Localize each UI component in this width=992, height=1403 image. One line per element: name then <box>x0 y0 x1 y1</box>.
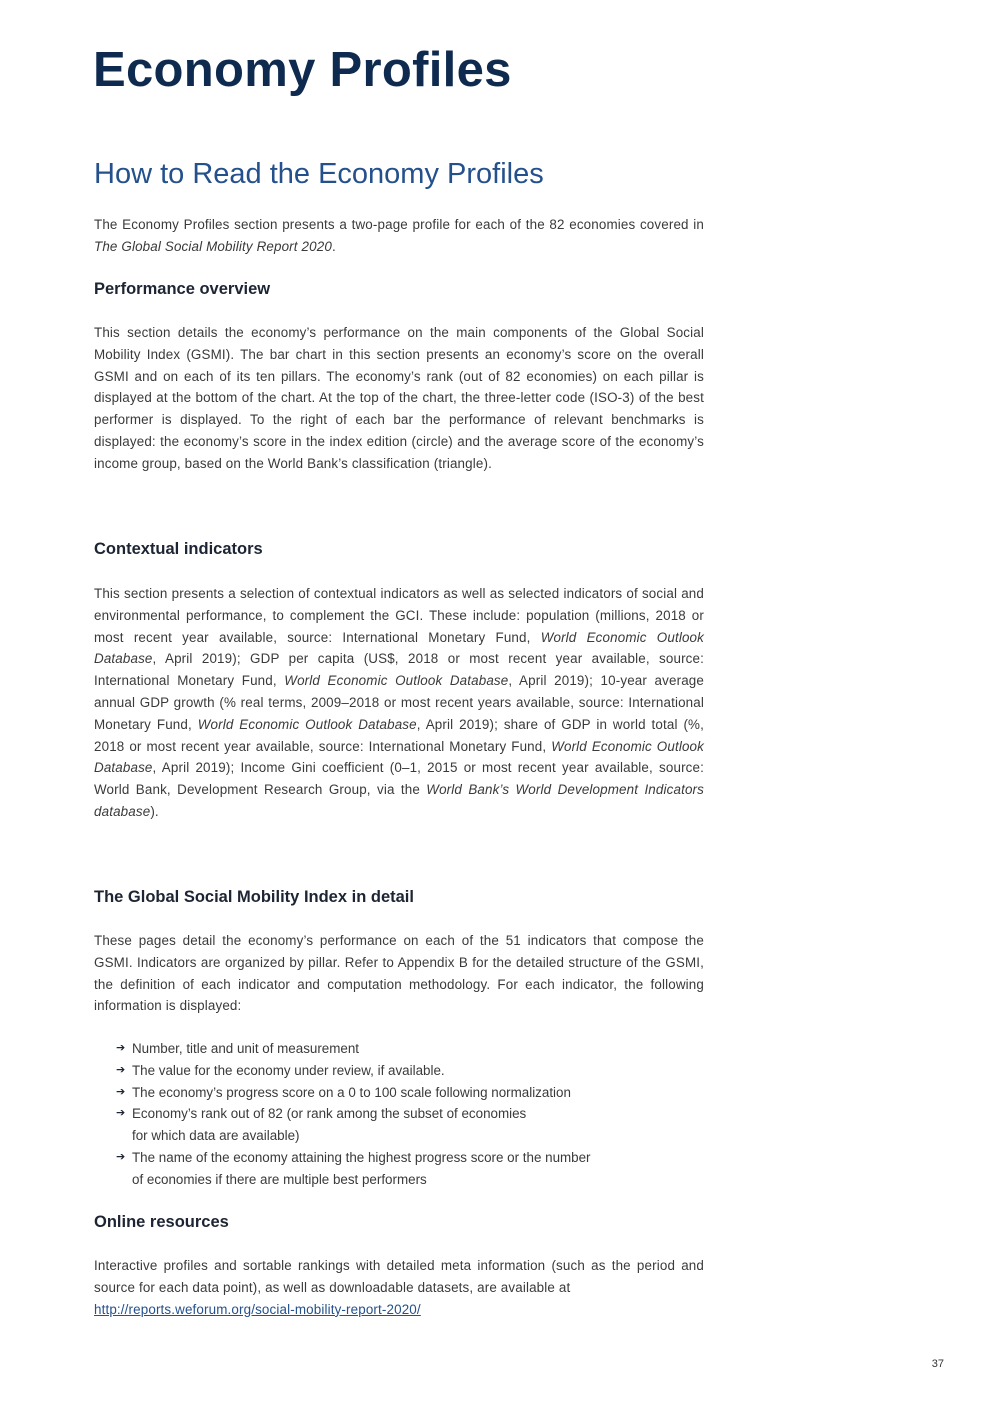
performance-overview-heading: Performance overview <box>94 280 271 298</box>
contextual-indicators-body <box>94 583 704 823</box>
gsmi-detail-paragraph: These pages detail the economy’s performance on each of the 51 indicators that compose the GSMI. Indicators are organized by pillar. Refer to Appendix B for the detailed structure of the GSMI, the definition of each indicator and computation methodology. For each indicator, the following information is displayed: <box>94 933 704 1014</box>
gsmi-detail-section <box>94 888 704 908</box>
contextual-indicators-paragraph: This section presents a selection of contextual indicators as well as selected indicators of social and environmental performance, to complement the GCI. These include: population (millions, 2018 or most recent year available, source: International Monetary Fund, World Economic Outlook Database, April 2019); GDP per capita (US$, 2018 or most recent year available, source: International Monetary Fund, World Economic Outlook Database, April 2019); 10-year average annual GDP growth (% real terms, 2009–2018 or most recent years available, source: International Monetary Fund, World Economic Outlook Database, April 2019); share of GDP in world total (%, 2018 or most recent year available, source: International Monetary Fund, World Economic Outlook Database, April 2019); Income Gini coefficient (0–1, 2015 or most recent year available, source: World Bank, Development Research Group, via the World Bank’s World Development Indicators database). <box>94 586 704 819</box>
performance-overview-paragraph: This section details the economy’s performance on the main components of the Global Social Mobility Index (GSMI). The bar chart in this section presents an economy’s score on the overall GSMI and on each of its ten pillars. The economy’s rank (out of 82 economies) on each pillar is displayed at the bottom of the chart. At the top of the chart, the three-letter code (ISO-3) of the best performer is displayed. To the right of each bar the performance of relevant benchmarks is displayed: the economy’s score in the index edition (circle) and the average score of the economy’s income group, based on the World Bank’s classification (triangle). <box>94 325 704 471</box>
arrow-icon: ➔ <box>116 1042 126 1054</box>
online-resources-heading: Online resources <box>94 1213 229 1231</box>
list-item: ➔ The economy’s progress score on a 0 to 100 scale following normalization <box>94 1082 704 1104</box>
list-item: ➔ The name of the economy attaining the highest progress score or the number of economies if there are multiple best performers <box>94 1147 704 1191</box>
report-url-link[interactable]: http://reports.weforum.org/social-mobility-report-2020/ <box>94 1301 421 1317</box>
gsmi-detail-body <box>94 930 704 1017</box>
online-resources-paragraph: Interactive profiles and sortable rankings with detailed meta information (such as the period and source for each data point), as well as downloadable datasets, are available at <box>94 1258 704 1295</box>
arrow-icon: ➔ <box>116 1150 126 1163</box>
contextual-indicators-section <box>94 540 704 560</box>
list-item: ➔ The value for the economy under review, if available. <box>94 1060 704 1082</box>
contextual-indicators-heading: Contextual indicators <box>94 540 263 558</box>
arrow-icon: ➔ <box>116 1063 126 1076</box>
arrow-icon: ➔ <box>116 1085 126 1098</box>
performance-overview-body <box>94 322 704 475</box>
report-name: The Global Social Mobility Report 2020 <box>94 238 332 254</box>
page-number: 37 <box>931 1358 944 1370</box>
online-resources-body <box>94 1255 704 1320</box>
arrow-icon: ➔ <box>116 1107 126 1120</box>
section-title: How to Read the Economy Profiles <box>94 158 544 190</box>
list-item: ➔ Economy’s rank out of 82 (or rank among the subset of economies for which data are available) <box>94 1103 704 1147</box>
performance-overview-section <box>94 280 704 300</box>
page-title: Economy Profiles <box>93 43 512 97</box>
intro-block <box>94 214 704 258</box>
gsmi-detail-heading: The Global Social Mobility Index in detail <box>94 888 414 906</box>
online-resources-section <box>94 1213 704 1233</box>
intro-paragraph: The Economy Profiles section presents a two-page profile for each of the 82 economies covered in The Global Social Mobility Report 2020. <box>94 217 704 254</box>
list-item: ➔ Number, title and unit of measurement <box>94 1038 704 1060</box>
gsmi-detail-bullets <box>94 1038 704 1191</box>
online-resources-link-line <box>94 1299 704 1321</box>
bullet-list <box>94 1038 704 1191</box>
